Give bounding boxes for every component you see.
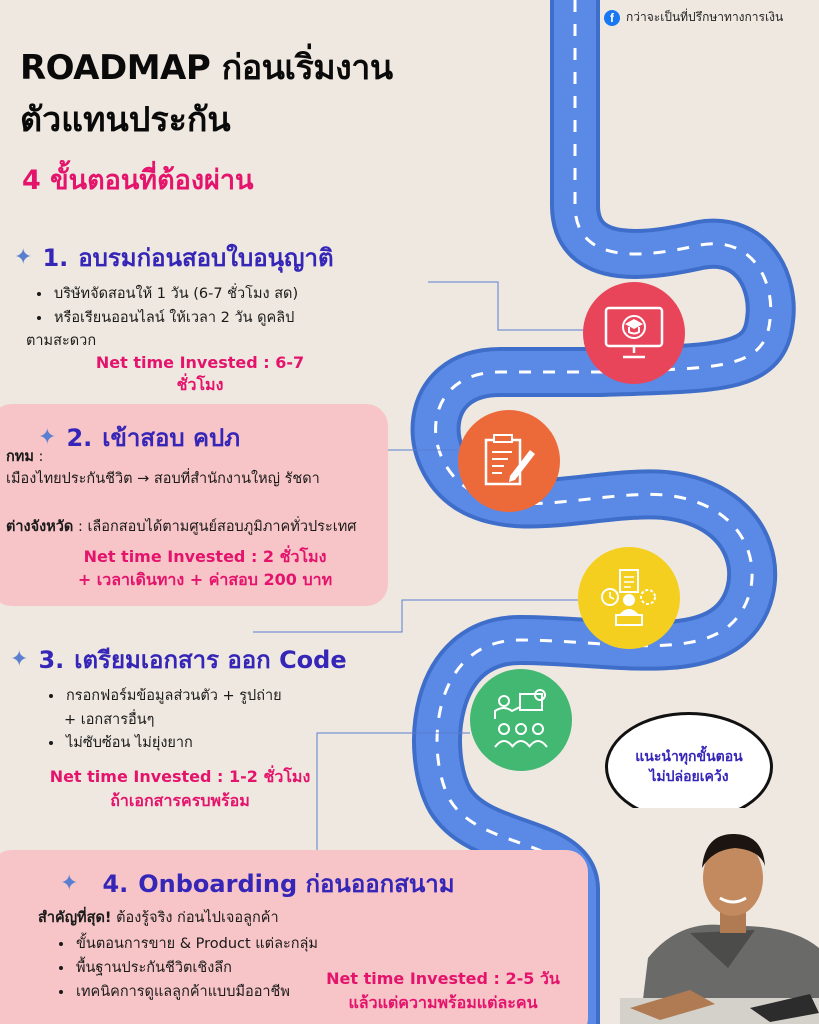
page-title-line2: ตัวแทนประกัน [20,100,231,140]
page-title: ROADMAP ก่อนเริ่มงาน [20,48,393,88]
step-3-bullet1-continuation: + เอกสารอื่นๆ [64,712,155,728]
step-3-bullets-2 [42,731,193,755]
exam-paper-pencil-icon [480,432,538,490]
team-presentation-icon [490,689,552,751]
step-3-circle [578,547,680,649]
step-2-number: 2. [66,423,93,452]
step-4-number: 4. [102,869,129,898]
step-4-circle [470,669,572,771]
step-4-title [138,864,454,903]
list-item: • บริษัทจัดสอนให้ 1 วัน (6-7 ชั่วโมง สด) [52,282,298,306]
province-detail: : เลือกสอบได้ตามศูนย์สอบภูมิภาคทั่วประเทศ [73,519,357,535]
step-1-bullets [30,282,298,330]
list-item: • กรอกฟอร์มข้อมูลส่วนตัว + รูปถ่าย [64,684,282,708]
step-2-title: เข้าสอบ คปภ [102,424,241,452]
star-icon: ✦ [38,424,57,450]
step-4-title-th: ก่อนออกสนาม [297,870,455,898]
step-4-heading [60,864,455,903]
step-1-number: 1. [42,243,69,272]
step-2-heading [38,418,240,457]
list-item: • ไม่ซับซ้อน ไม่ยุ่งยาก [64,731,193,755]
list-item: • หรือเรียนออนไลน์ ให้เวลา 2 วัน ดูคลิป [52,306,298,330]
page-subtitle: 4 ขั้นตอนที่ต้องผ่าน [22,165,254,196]
step-4-bullets [52,932,318,1004]
step-4-important-line [38,907,279,929]
bkk-colon: : [33,449,44,465]
step-1-circle [583,282,685,384]
step-4-net-time-extra: แล้วแต่ความพร้อมแต่ละคน [348,993,538,1012]
list-item: • พื้นฐานประกันชีวิตเชิงลึก [74,956,318,980]
star-icon: ✦ [10,646,29,672]
step-1-title: อบรมก่อนสอบใบอนุญาติ [78,244,334,272]
list-item: • เทคนิคการดูแลลูกค้าแบบมืออาชีพ [74,980,318,1004]
step-3-net-time: Net time Invested : 1-2 ชั่วโมง [49,767,311,786]
speech-bubble-line1: แนะนำทุกขั้นตอน [635,749,743,765]
step-2-circle [458,410,560,512]
speech-bubble [605,712,773,822]
step-2-bkk-detail: เมืองไทยประกันชีวิต → สอบที่สำนักงานใหญ่ รัชดา [6,471,320,487]
step-3-number: 3. [38,645,65,674]
bkk-label: กทม [6,449,34,465]
facebook-icon: f [604,10,620,26]
star-icon: ✦ [14,244,33,270]
step-2-bkk-line [6,446,43,468]
facebook-page-name: กว่าจะเป็นที่ปรึกษาทางการเงิน [626,10,784,24]
online-learning-monitor-icon [603,305,665,361]
step-4-net-time: Net time Invested : 2-5 วัน [326,969,560,988]
step-1-heading [14,238,334,277]
documents-worker-icon [598,567,660,629]
step-3-title: เตรียมเอกสาร ออก Code [74,646,347,674]
step-2-net-time-extra: + เวลาเดินทาง + ค่าสอบ 200 บาท [77,570,333,589]
speech-bubble-line2: ไม่ปล่อยเคว้ง [649,769,729,785]
star-icon: ✦ [60,870,79,896]
step-4-title-en: Onboarding [138,870,298,898]
important-label: สำคัญที่สุด! [38,910,112,926]
step-3-net-time-extra: ถ้าเอกสารครบพร้อม [110,791,250,810]
step-2-province-line [6,516,356,538]
connector-line-1 [428,282,585,330]
province-label: ต่างจังหวัด [6,519,74,535]
step-3-heading [10,640,347,679]
important-detail: ต้องรู้จริง ก่อนไปเจอลูกค้า [111,910,279,926]
step-1-continuation: ตามสะดวก [26,333,97,349]
step-1-net-time: Net time Invested : 6-7 ชั่วโมง [95,353,305,394]
advisor-photo [620,808,819,1024]
step-2-net-time: Net time Invested : 2 ชั่วโมง [83,547,327,566]
step-3-bullets [42,684,282,708]
facebook-page-tag [604,8,783,27]
list-item: • ขั้นตอนการขาย & Product แต่ละกลุ่ม [74,932,318,956]
